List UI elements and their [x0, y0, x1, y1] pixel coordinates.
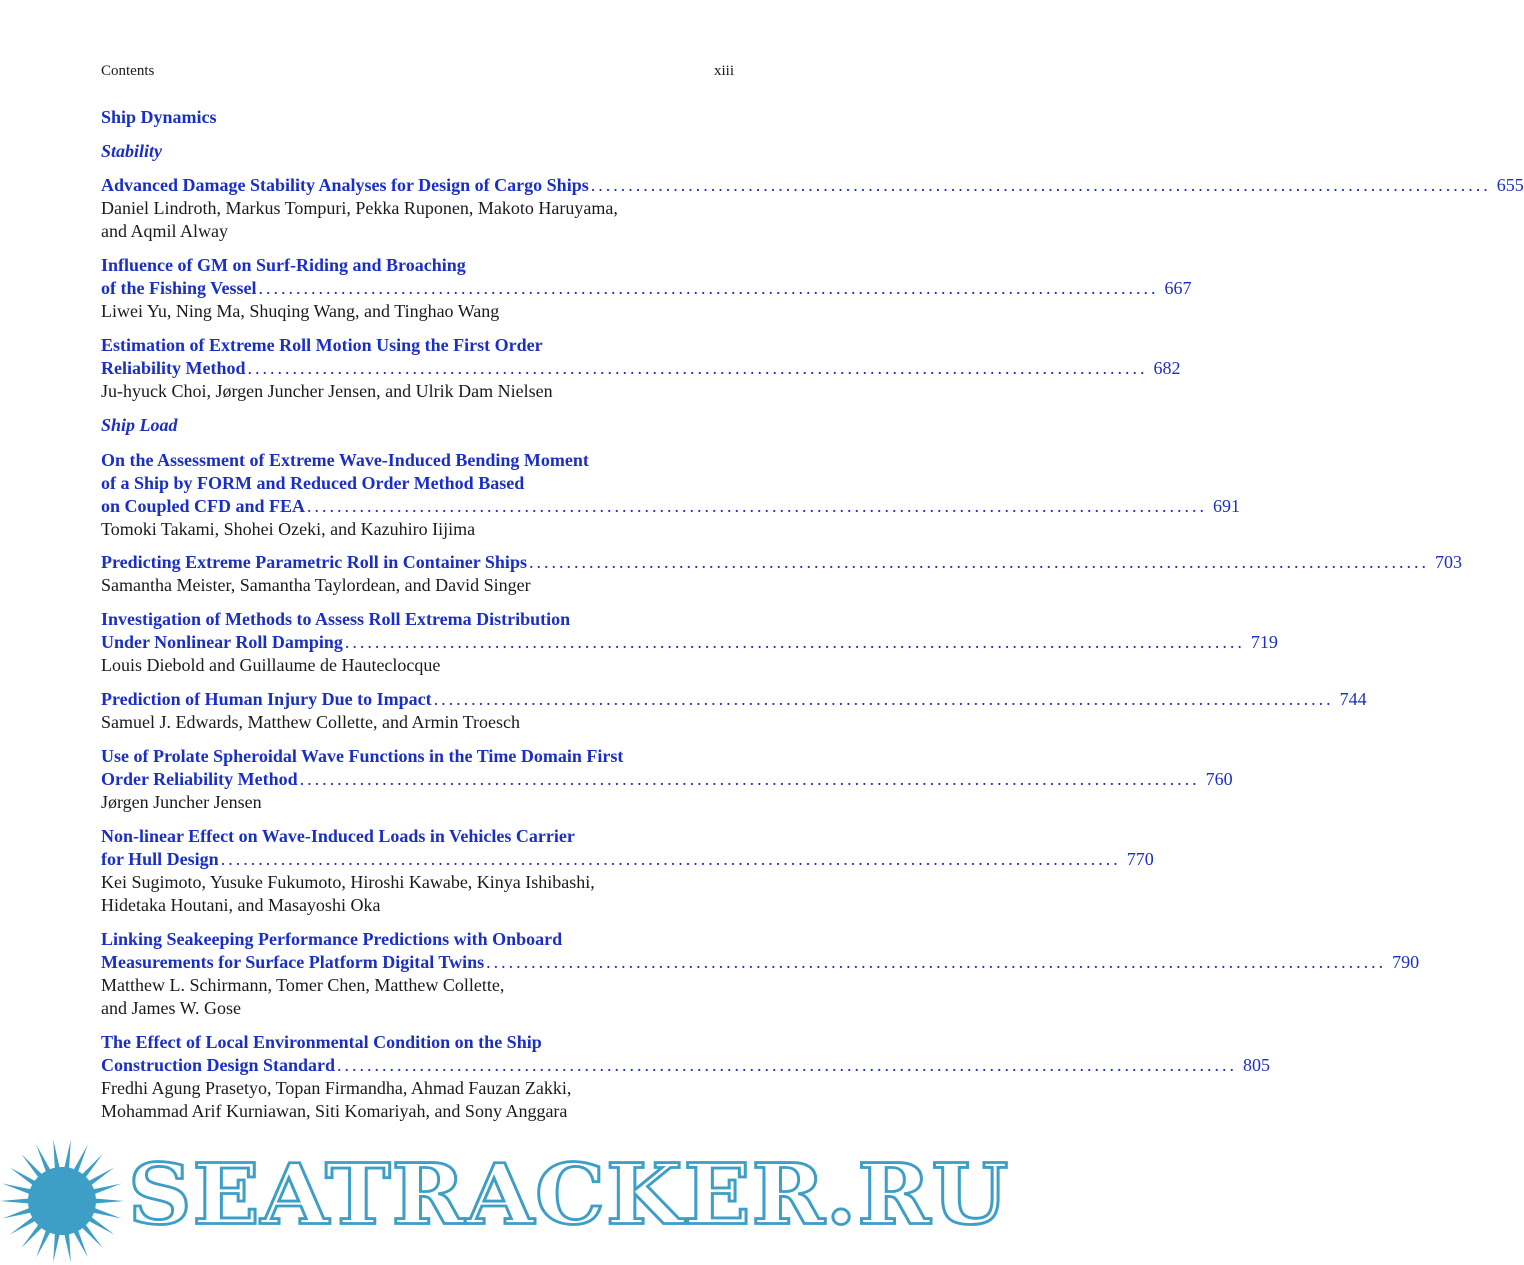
dot-leader: ........................................................................................................................	[299, 769, 1200, 789]
watermark-text: SEATRACKER.RU	[128, 1144, 1010, 1244]
toc-entry-title-row[interactable]	[101, 951, 1420, 974]
dot-leader: ........................................................................................................................	[220, 849, 1121, 869]
toc-entry-title-line[interactable]: Advanced Damage Stability Analyses for Design of Cargo Ships	[101, 175, 589, 195]
toc-entry-title-line[interactable]: Influence of GM on Surf-Riding and Broaching	[101, 255, 466, 275]
sun-ray	[3, 1184, 35, 1196]
toc-entry-title-row[interactable]	[101, 848, 1154, 871]
sun-ray	[36, 1227, 52, 1257]
toc-entry-title-row[interactable]	[101, 277, 1192, 300]
sun-ray	[3, 1207, 35, 1219]
toc-entry-title-line[interactable]: Reliability Method	[101, 358, 246, 378]
toc-entry-authors: Hidetaka Houtani, and Masayoshi Oka	[101, 895, 381, 915]
toc-entry-page[interactable]: 682	[1153, 358, 1181, 378]
toc-entry-title-row[interactable]	[101, 174, 1524, 197]
toc-entry-page[interactable]: 719	[1250, 632, 1278, 652]
sun-ray	[90, 1207, 122, 1219]
toc-entry-page[interactable]: 760	[1205, 769, 1233, 789]
toc-entry[interactable]	[101, 174, 1524, 243]
toc-entry[interactable]	[101, 825, 1154, 917]
toc-entry-title-row[interactable]	[101, 551, 1462, 574]
toc-entry-title-row[interactable]	[101, 631, 1278, 654]
toc-entry-title-line[interactable]: Order Reliability Method	[101, 769, 298, 789]
dot-leader: ........................................................................................................................	[258, 278, 1159, 298]
toc-entry-title-row[interactable]	[101, 768, 1233, 791]
toc-entry-authors: Tomoki Takami, Shohei Ozeki, and Kazuhiro Iijima	[101, 519, 476, 539]
dot-leader: ........................................................................................................................	[486, 952, 1387, 972]
running-header-title: Contents	[101, 63, 155, 79]
dot-leader: ........................................................................................................................	[590, 175, 1491, 195]
toc-entry-authors: Mohammad Arif Kurniawan, Siti Komariyah, and Sony Anggara	[101, 1101, 568, 1121]
sun-ray	[72, 1227, 88, 1257]
toc-entry-authors: Samantha Meister, Samantha Taylordean, and David Singer	[101, 575, 531, 595]
toc-entry-title-line[interactable]: The Effect of Local Environmental Condition on the Ship	[101, 1032, 542, 1052]
toc-entry-title-row[interactable]	[101, 357, 1181, 380]
toc-entry[interactable]	[101, 551, 1462, 597]
toc-entry-title-line[interactable]: Construction Design Standard	[101, 1055, 336, 1075]
toc-entry-title-line[interactable]: for Hull Design	[101, 849, 219, 869]
sun-ray	[92, 1198, 124, 1203]
toc-entry[interactable]	[101, 254, 1192, 323]
toc-entry-authors: Matthew L. Schirmann, Tomer Chen, Matthew Collette,	[101, 975, 505, 995]
section-title: Ship Dynamics	[101, 107, 217, 127]
toc-entry-title-line[interactable]: Linking Seakeeping Performance Predictions with Onboard	[101, 929, 563, 949]
toc-entry-authors: Ju-hyuck Choi, Jørgen Juncher Jensen, and Ulrik Dam Nielsen	[101, 381, 553, 401]
toc-entry-page[interactable]: 805	[1243, 1055, 1271, 1075]
page-number: xiii	[713, 63, 734, 79]
toc-entry[interactable]	[101, 449, 1241, 541]
toc-entry[interactable]	[101, 688, 1367, 734]
sun-ray	[53, 1140, 60, 1172]
dot-leader: ........................................................................................................................	[307, 496, 1208, 516]
sun-ray	[72, 1145, 88, 1175]
toc-entry[interactable]	[101, 928, 1420, 1020]
toc-entry-authors: Liwei Yu, Ning Ma, Shuqing Wang, and Tinghao Wang	[101, 301, 500, 321]
toc-entry-title-line[interactable]: Investigation of Methods to Assess Roll Extrema Distribution	[101, 609, 571, 629]
toc-entry-title-row[interactable]	[101, 495, 1241, 518]
dot-leader: ........................................................................................................................	[337, 1055, 1238, 1075]
sun-ray	[36, 1145, 52, 1175]
dot-leader: ........................................................................................................................	[247, 358, 1148, 378]
toc-entry-authors: Samuel J. Edwards, Matthew Collette, and Armin Troesch	[101, 712, 520, 732]
sun-ray	[0, 1198, 32, 1203]
sun-ray	[64, 1230, 71, 1262]
toc-entry-title-line[interactable]: On the Assessment of Extreme Wave-Induced Bending Moment	[101, 450, 589, 470]
toc-entry-title-row[interactable]	[101, 1054, 1271, 1077]
toc-entry-page[interactable]: 691	[1213, 496, 1241, 516]
toc-entry[interactable]	[101, 608, 1278, 677]
dot-leader: ........................................................................................................................	[528, 552, 1429, 572]
toc-entry-authors: Fredhi Agung Prasetyo, Topan Firmandha, Ahmad Fauzan Zakki,	[101, 1078, 572, 1098]
toc-entry-title-line[interactable]: on Coupled CFD and FEA	[101, 496, 306, 516]
toc-entry-page[interactable]: 703	[1434, 552, 1462, 572]
toc-entry-page[interactable]: 655	[1496, 175, 1524, 195]
toc-entry-authors: Louis Diebold and Guillaume de Hauteclocque	[101, 655, 441, 675]
toc-entry-title-line[interactable]: Estimation of Extreme Roll Motion Using the First Order	[101, 335, 543, 355]
toc-entry-page[interactable]: 667	[1164, 278, 1192, 298]
sun-ray	[53, 1230, 60, 1262]
dot-leader: ........................................................................................................................	[344, 632, 1245, 652]
toc-entry-title-line[interactable]: Non-linear Effect on Wave-Induced Loads in Vehicles Carrier	[101, 826, 575, 846]
dot-leader: ........................................................................................................................	[433, 689, 1334, 709]
toc-entry-authors: Daniel Lindroth, Markus Tompuri, Pekka Ruponen, Makoto Haruyama,	[101, 198, 618, 218]
toc-entry-title-line[interactable]: Use of Prolate Spheroidal Wave Functions in the Time Domain First	[101, 746, 624, 766]
sun-ray	[90, 1184, 122, 1196]
sun-icon	[0, 1140, 124, 1263]
toc-entry-title-line[interactable]: of a Ship by FORM and Reduced Order Method Based	[101, 473, 525, 493]
toc-entry-authors: Kei Sugimoto, Yusuke Fukumoto, Hiroshi Kawabe, Kinya Ishibashi,	[101, 872, 595, 892]
toc-entry-title-line[interactable]: Predicting Extreme Parametric Roll in Container Ships	[101, 552, 527, 572]
toc-entry-title-line[interactable]: Measurements for Surface Platform Digital Twins	[101, 952, 485, 972]
subsection-ship-load: Ship Load	[101, 415, 178, 435]
toc-entry-authors: and Aqmil Alway	[101, 221, 228, 241]
toc-entry-page[interactable]: 744	[1339, 689, 1367, 709]
toc-entry-title-line[interactable]: of the Fishing Vessel	[101, 278, 257, 298]
toc-entry[interactable]	[101, 334, 1181, 403]
toc-entry-title-row[interactable]	[101, 688, 1367, 711]
toc-entry[interactable]	[101, 1031, 1271, 1123]
sun-ray	[64, 1140, 71, 1172]
subsection-stability: Stability	[101, 141, 163, 161]
toc-entry-title-line[interactable]: Under Nonlinear Roll Damping	[101, 632, 343, 652]
toc-entry-page[interactable]: 770	[1126, 849, 1154, 869]
toc-entry-page[interactable]: 790	[1392, 952, 1420, 972]
toc-entry-title-line[interactable]: Prediction of Human Injury Due to Impact	[101, 689, 432, 709]
toc-entry[interactable]	[101, 745, 1233, 814]
toc-entry-authors: Jørgen Juncher Jensen	[101, 792, 262, 812]
toc-entry-authors: and James W. Gose	[101, 998, 241, 1018]
